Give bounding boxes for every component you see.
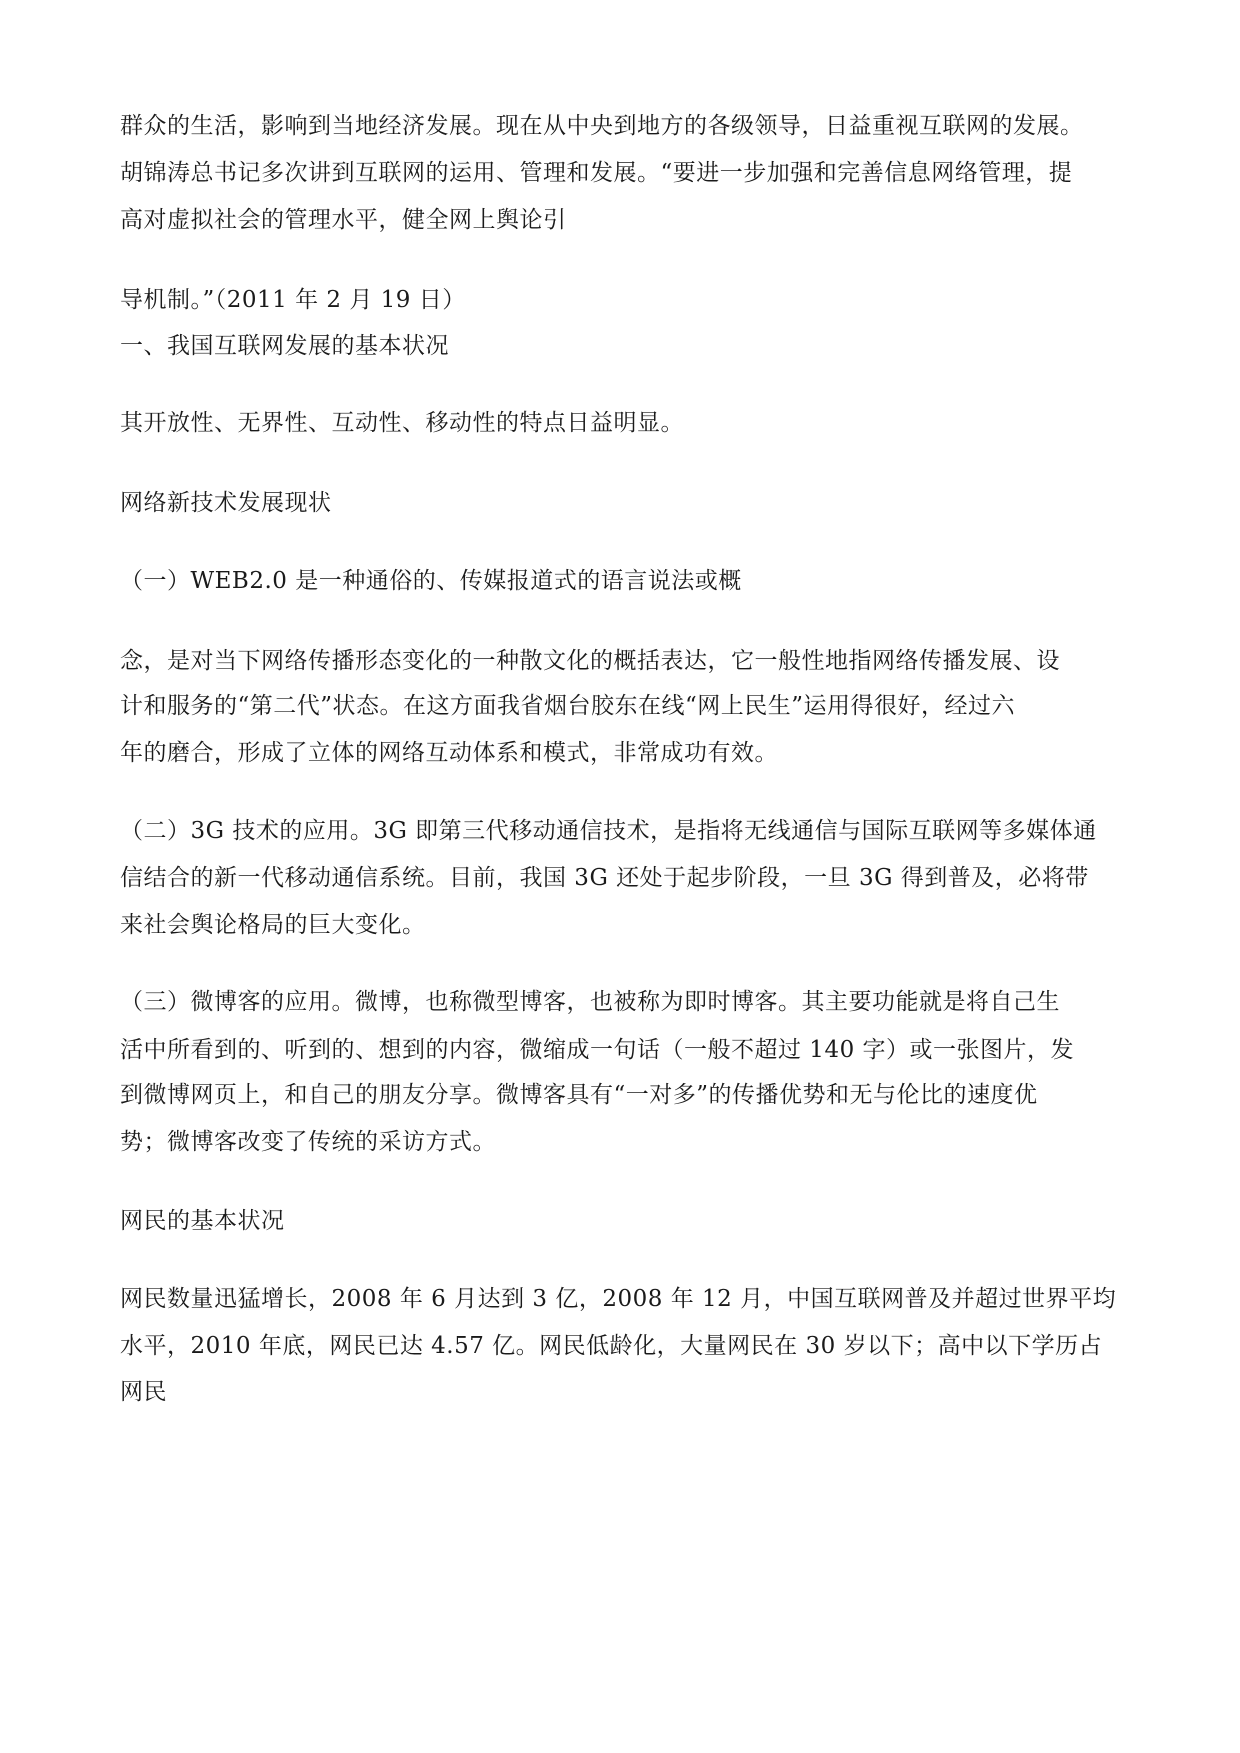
paragraph-line-7: 念，是对当下网络传播形态变化的一种散文化的概括表达，它一般性地指网络传播发展、设 bbox=[120, 648, 1060, 674]
paragraph-line-2: 胡锦涛总书记多次讲到互联网的运用、管理和发展。“要进一步加强和完善信息网络管理，提 bbox=[120, 160, 1073, 186]
paragraph-line-9: 年的磨合，形成了立体的网络互动体系和模式，非常成功有效。 bbox=[120, 740, 778, 766]
paragraph-line-5: 其开放性、无界性、互动性、移动性的特点日益明显。 bbox=[120, 410, 684, 436]
paragraph-line-14: 活中所看到的、听到的、想到的内容，微缩成一句话（一般不超过 140 字）或一张图片，发 bbox=[120, 1037, 1075, 1063]
section-heading: 一、我国互联网发展的基本状况 bbox=[120, 333, 449, 359]
paragraph-line-16: 势；微博客改变了传统的采访方式。 bbox=[120, 1129, 496, 1155]
paragraph-line-6: （一）WEB2.0 是一种通俗的、传媒报道式的语言说法或概 bbox=[120, 568, 742, 594]
paragraph-line-18: 水平，2010 年底，网民已达 4.57 亿。网民低龄化，大量网民在 30 岁以下；高中以下学历占 bbox=[120, 1333, 1103, 1359]
paragraph-line-4: 导机制。”（2011 年 2 月 19 日） bbox=[120, 287, 466, 313]
paragraph-line-1: 群众的生活，影响到当地经济发展。现在从中央到地方的各级领导，日益重视互联网的发展。 bbox=[120, 113, 1084, 139]
paragraph-line-15: 到微博网页上，和自己的朋友分享。微博客具有“一对多”的传播优势和无与伦比的速度优 bbox=[120, 1082, 1038, 1108]
paragraph-line-10: （二）3G 技术的应用。3G 即第三代移动通信技术，是指将无线通信与国际互联网等多媒体通 bbox=[120, 818, 1097, 844]
paragraph-line-17: 网民数量迅猛增长，2008 年 6 月达到 3 亿，2008 年 12 月，中国互联网普及并超过世界平均 bbox=[120, 1286, 1117, 1312]
subsection-heading: 网络新技术发展现状 bbox=[120, 490, 332, 516]
subsection-heading-2: 网民的基本状况 bbox=[120, 1208, 285, 1234]
paragraph-line-11: 信结合的新一代移动通信系统。目前，我国 3G 还处于起步阶段，一旦 3G 得到普及，必将带 bbox=[120, 865, 1089, 891]
paragraph-line-12: 来社会舆论格局的巨大变化。 bbox=[120, 912, 426, 938]
paragraph-line-8: 计和服务的“第二代”状态。在这方面我省烟台胶东在线“网上民生”运用得很好，经过六 bbox=[120, 693, 1016, 719]
paragraph-line-19: 网民 bbox=[120, 1379, 167, 1405]
paragraph-line-13: （三）微博客的应用。微博，也称微型博客，也被称为即时博客。其主要功能就是将自己生 bbox=[120, 989, 1060, 1015]
paragraph-line-3: 高对虚拟社会的管理水平，健全网上舆论引 bbox=[120, 207, 567, 233]
